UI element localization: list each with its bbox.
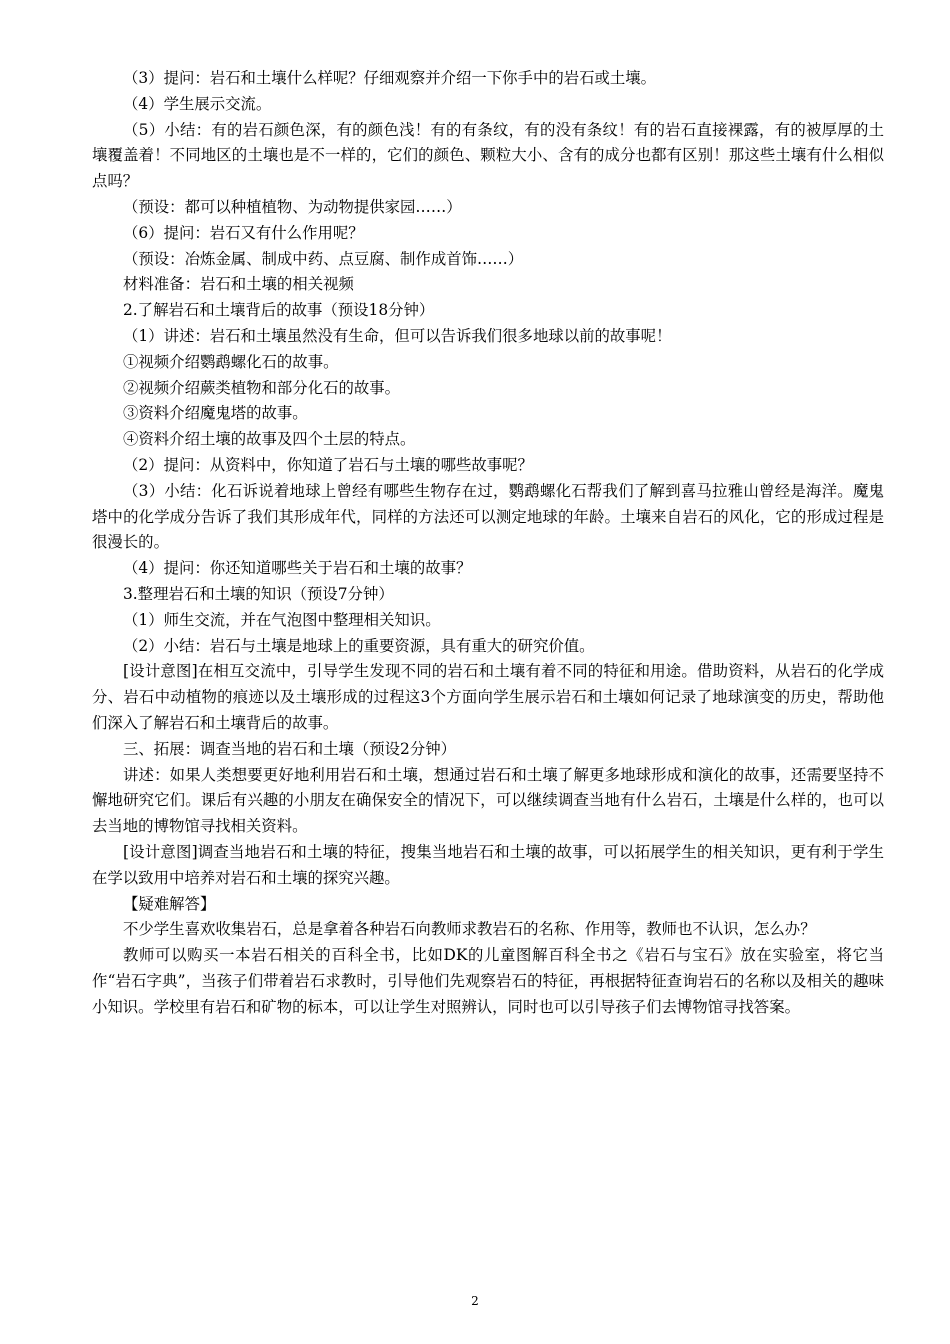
document-body xyxy=(92,66,884,1020)
paragraph-question-2: （2）提问：从资料中，你知道了岩石与土壤的哪些故事呢？ xyxy=(123,455,533,474)
paragraph-preset-uses: （预设：冶炼金属、制成中药、点豆腐、制作成首饰……） xyxy=(123,249,524,268)
paragraph-preset-plants: （预设：都可以种植植物、为动物提供家园……） xyxy=(123,197,462,216)
page-number: 2 xyxy=(471,1294,479,1308)
paragraph-exchange-1: （1）师生交流，并在气泡图中整理相关知识。 xyxy=(123,610,441,629)
paragraph-design-intent-1: [设计意图]在相互交流中，引导学生发现不同的岩石和土壤有着不同的特征和用途。借助资料，从岩石的化学成分、岩石中动植物的痕迹以及土壤形成的过程这3个方面向学生展示岩石和土壤如何记录了地球演变的历史，帮助他们深入了解岩石和土壤背后的故事。 xyxy=(92,662,884,732)
section-heading-3: 3.整理岩石和土壤的知识（预设7分钟） xyxy=(123,584,394,603)
list-item-video-fern: ②视频介绍蕨类植物和部分化石的故事。 xyxy=(123,378,401,397)
paragraph-design-intent-2: [设计意图]调查当地岩石和土壤的特征，搜集当地岩石和土壤的故事，可以拓展学生的相关知识，更有利于学生在学以致用中培养对岩石和土壤的探究兴趣。 xyxy=(92,842,884,887)
paragraph-student-exchange: （4）学生展示交流。 xyxy=(123,94,272,113)
paragraph-summary-5: （5）小结：有的岩石颜色深，有的颜色浅！有的有条纹，有的没有条纹！有的岩石直接裸露，有的被厚厚的土壤覆盖着！不同地区的土壤也是不一样的，它们的颜色、颗粒大小、含有的成分也都有区别！那这些土壤有什么相似点吗？ xyxy=(92,120,884,191)
paragraph-materials: 材料准备：岩石和土壤的相关视频 xyxy=(123,275,354,294)
list-item-soil-layers: ④资料介绍土壤的故事及四个土层的特点。 xyxy=(123,430,416,449)
paragraph-faq-question: 不少学生喜欢收集岩石，总是拿着各种岩石向教师求教岩石的名称、作用等，教师也不认识，怎么办？ xyxy=(123,920,816,939)
paragraph-summary-3: （3）小结：化石诉说着地球上曾经有哪些生物存在过，鹦鹉螺化石帮我们了解到喜马拉雅山曾经是海洋。魔鬼塔中的化学成分告诉了我们其形成年代，同样的方法还可以测定地球的年龄。土壤来自岩石的风化，它的形成过程是很漫长的。 xyxy=(92,481,884,552)
list-item-devils-tower: ③资料介绍魔鬼塔的故事。 xyxy=(123,404,308,423)
section-heading-extension: 三、拓展：调查当地的岩石和土壤（预设2分钟） xyxy=(123,739,456,758)
paragraph-question-6: （6）提问：岩石又有什么作用呢？ xyxy=(123,223,364,242)
section-heading-faq: 【疑难解答】 xyxy=(123,894,216,913)
paragraph-narration-1: （1）讲述：岩石和土壤虽然没有生命，但可以告诉我们很多地球以前的故事呢！ xyxy=(123,326,672,345)
list-item-video-nautilus: ①视频介绍鹦鹉螺化石的故事。 xyxy=(123,352,339,371)
paragraph-question-3: （3）提问：岩石和土壤什么样呢？仔细观察并介绍一下你手中的岩石或土壤。 xyxy=(123,69,657,87)
paragraph-faq-answer: 教师可以购买一本岩石相关的百科全书，比如DK的儿童图解百科全书之《岩石与宝石》放在实验室，将它当作“岩石字典”，当孩子们带着岩石求教时，引导他们先观察岩石的特征，再根据特征查询岩石的名称以及相关的趣味小知识。学校里有岩石和矿物的标本，可以让学生对照辨认，同时也可以引导孩子们去博物馆寻找答案。 xyxy=(92,946,884,1016)
section-heading-2: 2.了解岩石和土壤背后的故事（预设18分钟） xyxy=(123,301,435,320)
paragraph-summary-2: （2）小结：岩石与土壤是地球上的重要资源，具有重大的研究价值。 xyxy=(123,636,595,655)
paragraph-question-4: （4）提问：你还知道哪些关于岩石和土壤的故事？ xyxy=(123,559,472,578)
paragraph-extension-narration: 讲述：如果人类想要更好地利用岩石和土壤，想通过岩石和土壤了解更多地球形成和演化的故事，还需要坚持不懈地研究它们。课后有兴趣的小朋友在确保安全的情况下，可以继续调查当地有什么岩石，土壤是什么样的，也可以去当地的博物馆寻找相关资料。 xyxy=(92,765,884,836)
